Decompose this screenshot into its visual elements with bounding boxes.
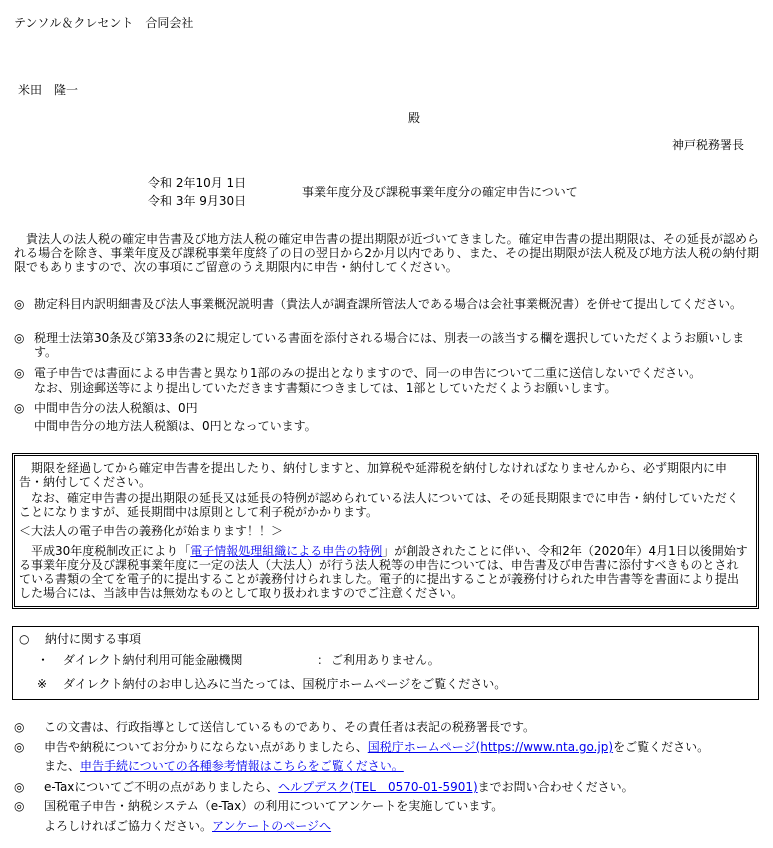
note-2-text: 税理士法第30条及び第33条の2に規定している書面を添付される場合には、別表一の該当する欄を選択していただくようお願いします。 <box>34 331 745 359</box>
footer-reference: また、申告手続についての各種参考情報はこちらをご覧ください。 <box>44 759 404 773</box>
notice-paragraph-3: 平成30年度税制改正により「電子情報処理組織による申告の特例」が創設されたことに伴い、令和2年（2020年）4月1日以後開始する事業年度分及び課税事業年度に一定の法人（大法人）が行う法人税等の申告については、申告書及び申告書に添付すべきものとされている書類の全てを電子的に提出することが義務付けられました。電子的に提出することが義務付けられた申告書等を書面により提出した場合には、当該申告は無効なものとして取り扱われますのでご注意ください。 <box>19 544 748 600</box>
period-end: 令和 3年 9月30日 <box>148 194 247 208</box>
notice-heading: ＜大法人の電子申告の義務化が始まります！！＞ <box>19 524 284 538</box>
note-4-corporate-tax: 中間申告分の法人税額は、0円 <box>34 401 198 415</box>
note-3-subtext: なお、別途郵送等により提出していただきます書類につきましては、1部としていただくようお願いします。 <box>34 381 617 395</box>
payment-box <box>12 626 759 700</box>
note-4 <box>14 401 759 433</box>
footer-inquiry: 申告や納税についてお分かりにならない点がありましたら、国税庁ホームページ(https://www.nta.go.jp)をご覧ください。 <box>44 740 710 754</box>
helpdesk-link[interactable]: ヘルプデスク(TEL 0570-01-5901) <box>278 780 478 794</box>
double-circle-icon: ◎ <box>14 401 25 415</box>
double-circle-icon: ◎ <box>14 331 25 345</box>
deadline-notice-box <box>12 453 759 609</box>
double-circle-icon: ◎ <box>14 780 25 794</box>
note-3 <box>14 366 759 396</box>
period-start: 令和 2年10月 1日 <box>148 176 247 190</box>
sender-office: 神戸税務署長 <box>672 138 745 152</box>
note-1 <box>14 297 759 327</box>
footer-responsibility: この文書は、行政指導として送信しているものであり、その責任者は表記の税務署長です。 <box>44 720 536 734</box>
double-circle-icon: ◎ <box>14 297 25 311</box>
double-circle-icon: ◎ <box>14 799 25 813</box>
note-1-text: 勘定科目内訳明細書及び法人事業概況説明書（貴法人が調査課所管法人である場合は会社事業概況書）を併せて提出してください。 <box>34 297 743 311</box>
double-circle-icon: ◎ <box>14 740 25 754</box>
nta-homepage-link[interactable]: 国税庁ホームページ(https://www.nta.go.jp) <box>367 740 614 754</box>
notice-paragraph-1: 期限を経過してから確定申告書を提出したり、納付しますと、加算税や延滞税を納付しなければなりませんから、必ず期限内に申告・納付してください。 <box>19 461 728 489</box>
note-2 <box>14 331 759 361</box>
footer-etax-help: e-Taxについてご不明の点がありましたら、ヘルプデスク(TEL 0570-01-5901)までお問い合わせください。 <box>44 780 634 794</box>
honorific: 殿 <box>408 111 421 125</box>
recipient-name: 米田 隆一 <box>18 83 79 97</box>
reference-info-link[interactable]: 申告手続についての各種参考情報はこちらをご覧ください。 <box>80 759 404 773</box>
direct-debit-value: ご利用ありません。 <box>331 653 440 667</box>
notice-paragraph-2: なお、確定申告書の提出期限の延長又は延長の特例が認められている法人については、その延長期限までに申告・納付していただくことになりますが、延長期間中は原則として利子税がかかります。 <box>19 491 739 519</box>
note-3-text: 電子申告では書面による申告書と異なり1部のみの提出となりますので、同一の申告について二重に送信しないでください。 <box>34 366 702 380</box>
double-circle-icon: ◎ <box>14 366 25 380</box>
payment-title: 納付に関する事項 <box>45 632 142 646</box>
subject-title: 事業年度分及び課税事業年度分の確定申告について <box>302 185 578 199</box>
colon: ： <box>317 653 330 667</box>
e-filing-special-provision-link[interactable]: 電子情報処理組織による申告の特例 <box>190 544 383 558</box>
survey-page-link[interactable]: アンケートのページへ <box>212 819 332 833</box>
company-name: テンソル＆クレセント 合同会社 <box>14 16 194 30</box>
bullet-icon: ・ <box>37 653 50 667</box>
note-4-local-tax: 中間申告分の地方法人税額は、0円となっています。 <box>34 419 317 433</box>
direct-debit-label: ダイレクト納付利用可能金融機関 <box>63 653 243 667</box>
footer-survey-request: よろしければご協力ください。アンケートのページへ <box>44 819 332 833</box>
note-mark-icon: ※ <box>37 677 48 691</box>
footer-survey: 国税電子申告・納税システム（e-Tax）の利用についてアンケートを実施しています。 <box>44 799 504 813</box>
intro-paragraph: 貴法人の法人税の確定申告書及び地方法人税の確定申告書の提出期限が近づいてきました。確定申告書の提出期限は、その延長が認められる場合を除き、事業年度及び課税事業年度終了の日の翌日から2か月以内であり、また、その提出期限が法人税及び地方法人税の納付期限でもありますので、次の事項にご留意のうえ期限内に申告・納付してください。 <box>14 232 759 274</box>
circle-icon: ○ <box>19 632 30 646</box>
direct-debit-note: ダイレクト納付のお申し込みに当たっては、国税庁ホームページをご覧ください。 <box>63 677 507 691</box>
double-circle-icon: ◎ <box>14 720 25 734</box>
